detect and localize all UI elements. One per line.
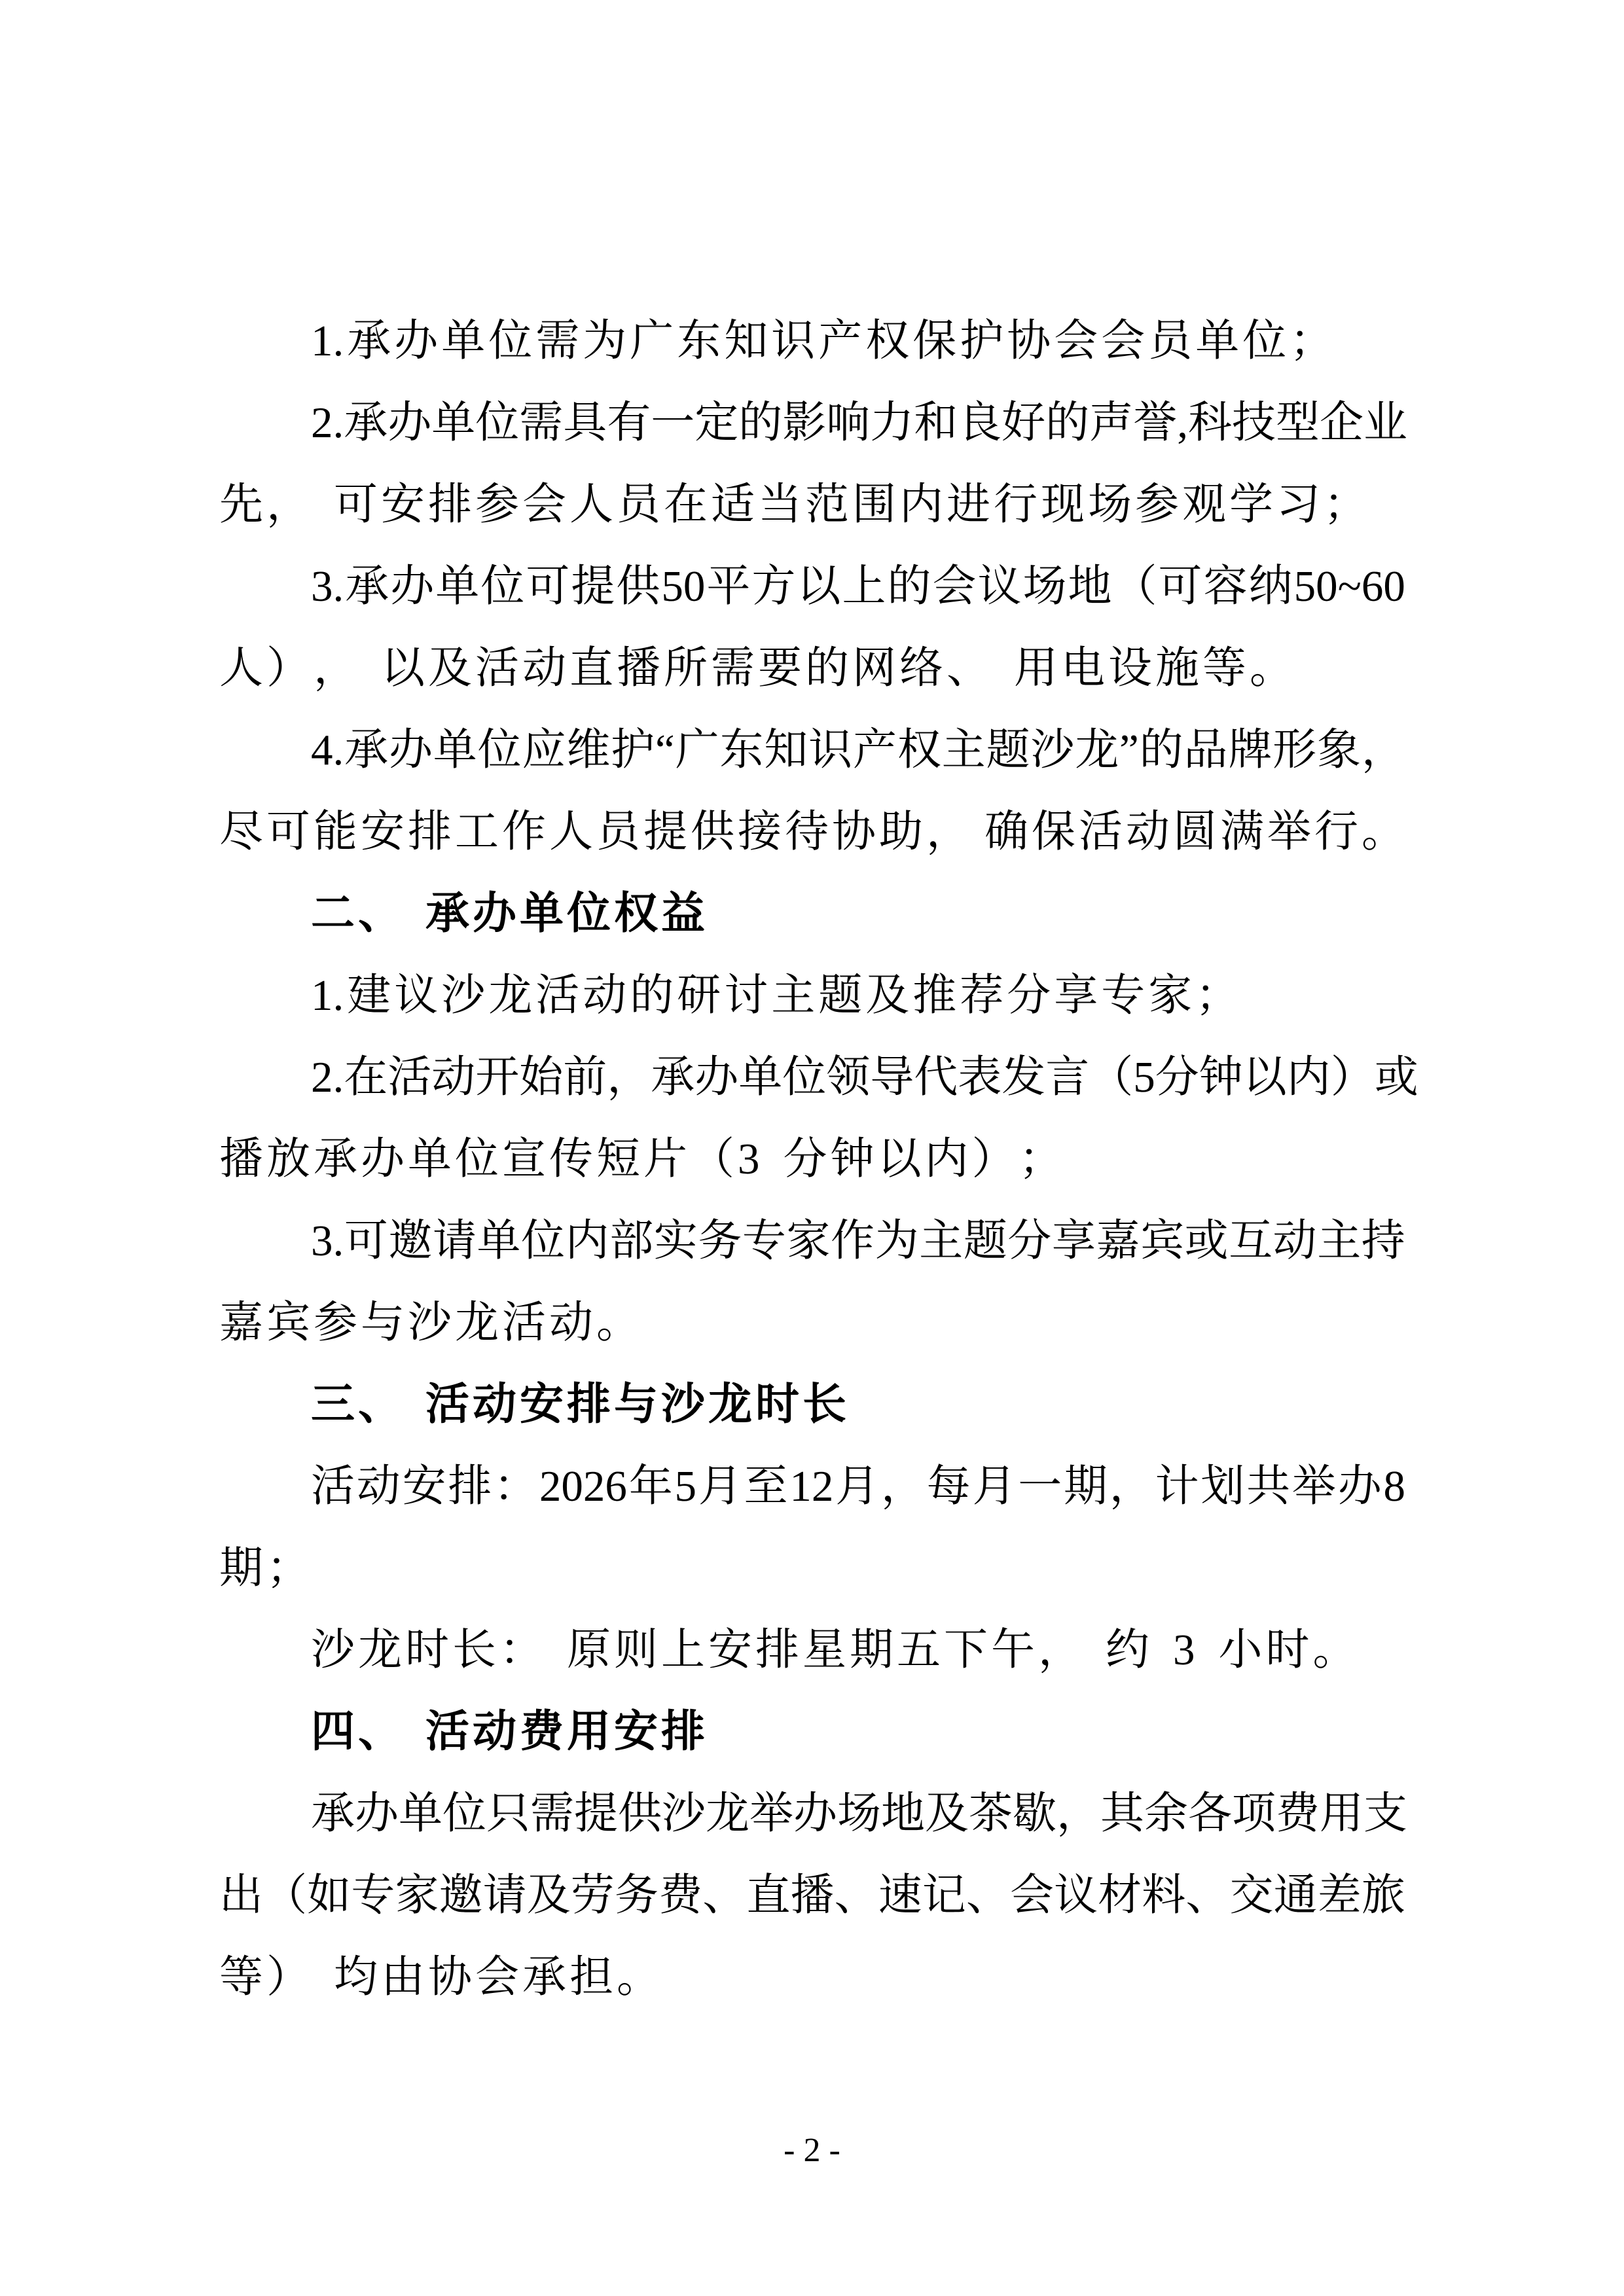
heading-line: 二 、 承 办 单 位 权 益: [311, 889, 705, 938]
text-line: 沙 龙 时 长 ： 原 则 上 安 排 星 期 五 下 午 ， 约 3 小 时 。: [311, 1626, 1357, 1674]
text-line: 3. 可 邀 请 单 位 内 部 实 务 专 家 作 为 主 题 分 享 嘉 宾 或 互 动 主 持: [311, 1217, 1405, 1265]
text-line: 1. 建 议 沙 龙 活 动 的 研 讨 主 题 及 推 荐 分 享 专 家 ；: [311, 971, 1240, 1020]
page-number: - 2 -: [784, 2132, 840, 2169]
text-line: 承 办 单 位 只 需 提 供 沙 龙 举 办 场 地 及 茶 歇 ， 其 余 各 项 费 用 支: [311, 1789, 1407, 1838]
text-line: 嘉 宾 参 与 沙 龙 活 动 。: [219, 1299, 640, 1347]
text-line: 3. 承 办 单 位 可 提 供 50 平 方 以 上 的 会 议 场 地 （ 可 容 纳 50~60: [311, 562, 1405, 611]
text-line: 等 ） 均 由 协 会 承 担 。: [219, 1953, 660, 2001]
text-line: 1. 承 办 单 位 需 为 广 东 知 识 产 权 保 护 协 会 会 员 单 位 ；: [311, 317, 1334, 365]
text-line: 2. 在 活 动 开 始 前 ， 承 办 单 位 领 导 代 表 发 言 （ 5 分 钟 以 内 ） 或: [311, 1053, 1418, 1102]
text-line: 人 ） ， 以 及 活 动 直 播 所 需 要 的 网 络 、 用 电 设 施 等 。: [219, 644, 1293, 692]
text-line: 播 放 承 办 单 位 宣 传 短 片 （ 3 分 钟 以 内 ） ；: [219, 1135, 1063, 1183]
heading-line: 三 、 活 动 安 排 与 沙 龙 时 长: [311, 1380, 846, 1429]
document-body: [219, 317, 1418, 2036]
heading-line: 四 、 活 动 费 用 安 排: [311, 1707, 705, 1756]
text-line: 期 ；: [219, 1544, 310, 1592]
text-line: 尽 可 能 安 排 工 作 人 员 提 供 接 待 协 助 ， 确 保 活 动 圆 满 举 行 。: [219, 808, 1405, 856]
text-line: 4. 承 办 单 位 应 维 护 “ 广 东 知 识 产 权 主 题 沙 龙 ” 的 品 牌 形 象 ，: [311, 726, 1405, 774]
text-line: 先 ， 可 安 排 参 会 人 员 在 适 当 范 围 内 进 行 现 场 参 观 学 习 ；: [219, 480, 1367, 529]
text-line: 活 动 安 排 ： 2026 年 5 月 至 12 月 ， 每 月 一 期 ， 计 划 共 举 办 8: [311, 1462, 1405, 1511]
text-line: 出 （ 如 专 家 邀 请 及 劳 务 费 、 直 播 、 速 记 、 会 议 材 料 、 交 通 差 旅: [219, 1871, 1405, 1920]
text-line: 2. 承 办 单 位 需 具 有 一 定 的 影 响 力 和 良 好 的 声 誉 , 科 技 型 企 业: [311, 399, 1407, 447]
